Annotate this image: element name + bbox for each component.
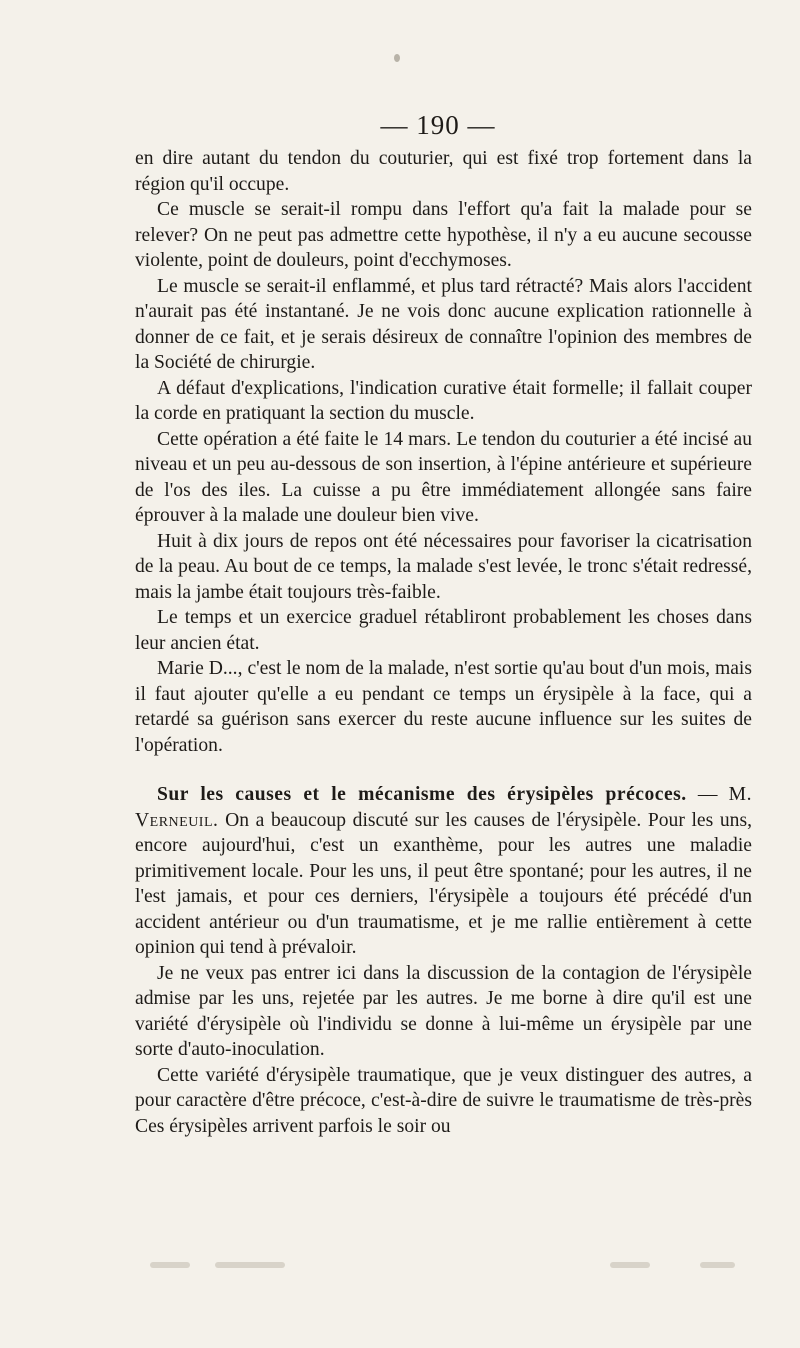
bottom-smudge: [700, 1262, 735, 1268]
paragraph: Le muscle se serait-il enflammé, et plus tard rétracté? Mais alors l'accident n'aurait pas été instantané. Je ne vois donc aucune explication rationnelle à donner de ce fait, et je serais désireux de connaître l'opinion des membres de la Société de chirurgie.: [135, 275, 752, 373]
bottom-smudge: [215, 1262, 285, 1268]
paragraph: Le temps et un exercice graduel rétabliront probablement les choses dans leur ancien état.: [135, 607, 752, 654]
section-author: M. Verneuil.: [135, 784, 752, 831]
paragraph: A défaut d'explications, l'indication curative était formelle; il fallait couper la corde en pratiquant la section du muscle.: [135, 377, 752, 424]
section-first-text: On a beaucoup discuté sur les causes de l'érysipèle. Pour les uns, encore aujourd'hui, c'est un exanthème, pour les autres une maladie primitivement locale. Pour les uns, il peut être spontané; pour les autres, il ne l'est jamais, et pour ces derniers, l'érysipèle a toujours été précédé d'un accident antérieur ou d'un traumatisme, et je me rallie entièrement à cette opinion qui tend à prévaloir.: [135, 809, 752, 958]
paragraph: Je ne veux pas entrer ici dans la discussion de la contagion de l'érysipèle admise par les uns, rejetée par les autres. Je me borne à dire qu'il est une variété d'érysipèle où l'individu se donne à lui-même un érysipèle par une sorte d'auto-inoculation.: [135, 962, 752, 1060]
ink-speck: [394, 54, 400, 62]
page-number: — 190 —: [380, 110, 496, 140]
paragraph: Huit à dix jours de repos ont été nécessaires pour favoriser la cicatrisation de la peau. Au bout de ce temps, la malade s'est levée, le tronc s'était redressé, mais la jambe était toujours très-faible.: [135, 530, 752, 603]
paragraph: Cette opération a été faite le 14 mars. Le tendon du couturier a été incisé au niveau et un peu au-dessous de son insertion, à l'épine antérieure et supérieure de l'os des iles. La cuisse a pu être immédiatement allongée sans faire éprouver à la malade une douleur bien vive.: [135, 428, 752, 526]
section-dash: —: [686, 784, 729, 805]
bottom-smudge: [610, 1262, 650, 1268]
body-text: [135, 146, 752, 1139]
section-heading: Sur les causes et le mécanisme des érysipèles précoces.: [157, 784, 687, 805]
section-first-paragraph: [135, 782, 752, 961]
section-spacer: [135, 758, 752, 782]
paragraph: en dire autant du tendon du couturier, qui est fixé trop fortement dans la région qu'il occupe.: [135, 148, 752, 195]
paragraph: Marie D..., c'est le nom de la malade, n'est sortie qu'au bout d'un mois, mais il faut ajouter qu'elle a eu pendant ce temps un érysipèle à la face, qui a retardé sa guérison sans exercer du reste aucune influence sur les suites de l'opération.: [135, 658, 752, 756]
paragraph: Cette variété d'érysipèle traumatique, que je veux distinguer des autres, a pour caractère d'être précoce, c'est-à-dire de suivre le traumatisme de très-près Ces érysipèles arrivent parfois le soir ou: [135, 1064, 752, 1137]
paragraph: Ce muscle se serait-il rompu dans l'effort qu'a fait la malade pour se relever? On ne peut pas admettre cette hypothèse, il n'y a eu aucune secousse violente, point de douleurs, point d'ecchymoses.: [135, 199, 752, 271]
bottom-smudge: [150, 1262, 190, 1268]
